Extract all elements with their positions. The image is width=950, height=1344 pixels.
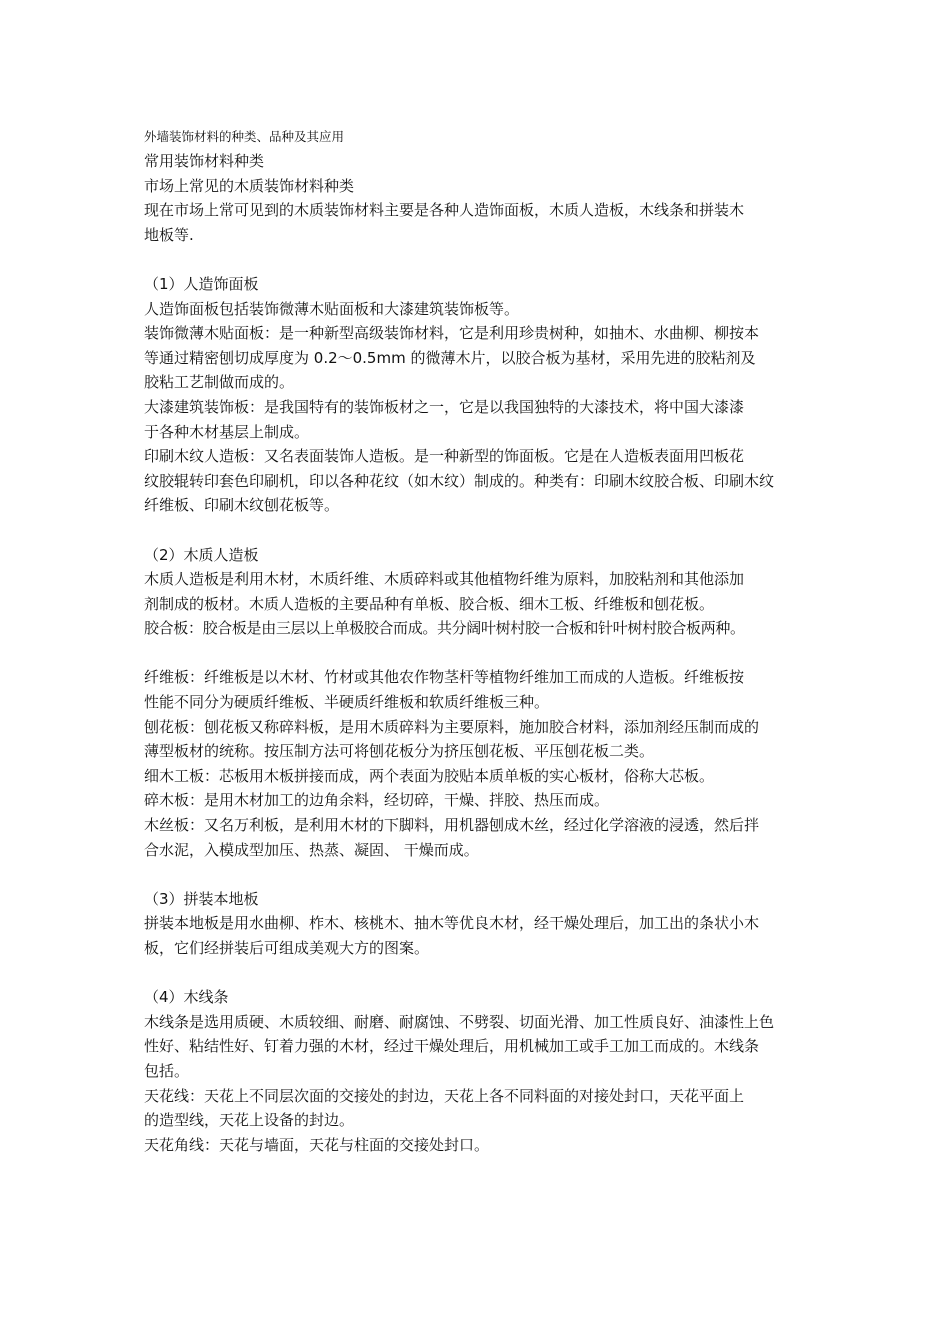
paragraph-line: 等通过精密刨切成厚度为 0.2～0.5mm 的微薄木片，以胶合板为基材，采用先进的胶粘剂及	[144, 348, 756, 367]
paragraph-line: 装饰微薄木贴面板：是一种新型高级装饰材料，它是利用珍贵树种，如抽木、水曲柳、柳按本	[144, 324, 760, 343]
paragraph-line: 薄型板材的统称。按压制方法可将刨花板分为挤压刨花板、平压刨花板二类。	[144, 742, 655, 761]
paragraph-spacer	[144, 518, 834, 543]
section-heading: （3）拼装本地板	[144, 889, 259, 908]
paragraph-line: 于各种木材基层上制成。	[144, 422, 310, 441]
heading-common-materials: 常用装饰材料种类	[144, 152, 265, 170]
paragraph-line: 胶粘工艺制做而成的。	[144, 373, 295, 392]
paragraph-spacer	[144, 862, 834, 887]
paragraph-spacer	[144, 961, 834, 986]
paragraph-line: 纹胶辊转印套色印刷机，印以各种花纹（如木纹）制成的。种类有：印刷木纹胶合板、印刷木纹	[144, 471, 775, 490]
paragraph-line: 印刷木纹人造板：又名表面装饰人造板。是一种新型的饰面板。它是在人造板表面用凹板花	[144, 447, 745, 466]
paragraph-line: 性能不同分为硬质纤维板、半硬质纤维板和软质纤维板三种。	[144, 693, 550, 712]
paragraph-line: 合水泥，入模成型加压、热蒸、凝固、 干燥而成。	[144, 840, 479, 859]
paragraph-line: 现在市场上常可见到的木质装饰材料主要是各种人造饰面板，木质人造板，木线条和拼装木	[144, 201, 745, 220]
paragraph-line: 木丝板：又名万利板，是利用木材的下脚料，用机器刨成木丝，经过化学溶液的浸透，然后拌	[144, 816, 760, 835]
paragraph-spacer	[144, 247, 834, 272]
section-heading: （2）木质人造板	[144, 545, 259, 564]
paragraph-spacer	[144, 641, 834, 666]
paragraph-line: 木线条是选用质硬、木质较细、耐磨、耐腐蚀、不劈裂、切面光滑、加工性质良好、油漆性上色	[144, 1012, 775, 1031]
section-heading: （1）人造饰面板	[144, 274, 259, 293]
paragraph-line: 细木工板：芯板用木板拼接而成，两个表面为胶贴本质单板的实心板材，俗称大芯板。	[144, 766, 715, 785]
paragraph-line: 纤维板、印刷木纹刨花板等。	[144, 496, 340, 515]
document-body	[144, 125, 834, 1157]
paragraph-line: 刨花板：刨花板又称碎料板，是用木质碎料为主要原料，施加胶合材料，添加剂经压制而成的	[144, 717, 760, 736]
section-heading: （4）木线条	[144, 988, 229, 1007]
paragraph-line: 天花角线：天花与墙面，天花与柱面的交接处封口。	[144, 1135, 490, 1154]
paragraph-line: 性好、粘结性好、钉着力强的木材，经过干燥处理后，用机械加工或手工加工而成的。木线条	[144, 1037, 760, 1056]
paragraph-line: 大漆建筑装饰板：是我国特有的装饰板材之一，它是以我国独特的大漆技术，将中国大漆漆	[144, 397, 745, 416]
paragraph-line: 碎木板：是用木材加工的边角余料，经切碎，干燥、拌胶、热压而成。	[144, 791, 610, 810]
paragraph-line: 剂制成的板材。木质人造板的主要品种有单板、胶合板、细木工板、纤维板和刨花板。	[144, 594, 715, 613]
paragraph-line: 板，它们经拼装后可组成美观大方的图案。	[144, 939, 430, 957]
heading-market-materials: 市场上常见的木质装饰材料种类	[144, 176, 355, 195]
paragraph-line: 胶合板：胶合板是由三层以上单极胶合而成。共分阔叶树村胶一合板和针叶树村胶合板两种。	[144, 619, 745, 638]
paragraph-line: 拼装本地板是用水曲柳、柞木、核桃木、抽木等优良木材，经干燥处理后，加工出的条状小木	[144, 914, 760, 933]
paragraph-line: 的造型线，天花上设备的封边。	[144, 1111, 355, 1130]
paragraph-line: 地板等.	[144, 225, 194, 244]
paragraph-line: 天花线：天花上不同层次面的交接处的封边，天花上各不同料面的对接处封口，天花平面上	[144, 1086, 745, 1105]
paragraph-line: 木质人造板是利用木材，木质纤维、木质碎料或其他植物纤维为原料，加胶粘剂和其他添加	[144, 570, 745, 589]
paragraph-line: 包括。	[144, 1061, 190, 1080]
document-title: 外墙装饰材料的种类、品种及其应用	[144, 129, 345, 144]
paragraph-line: 纤维板：纤维板是以木材、竹材或其他农作物茎杆等植物纤维加工而成的人造板。纤维板按	[144, 668, 745, 687]
paragraph-line: 人造饰面板包括装饰微薄木贴面板和大漆建筑装饰板等。	[144, 299, 520, 318]
